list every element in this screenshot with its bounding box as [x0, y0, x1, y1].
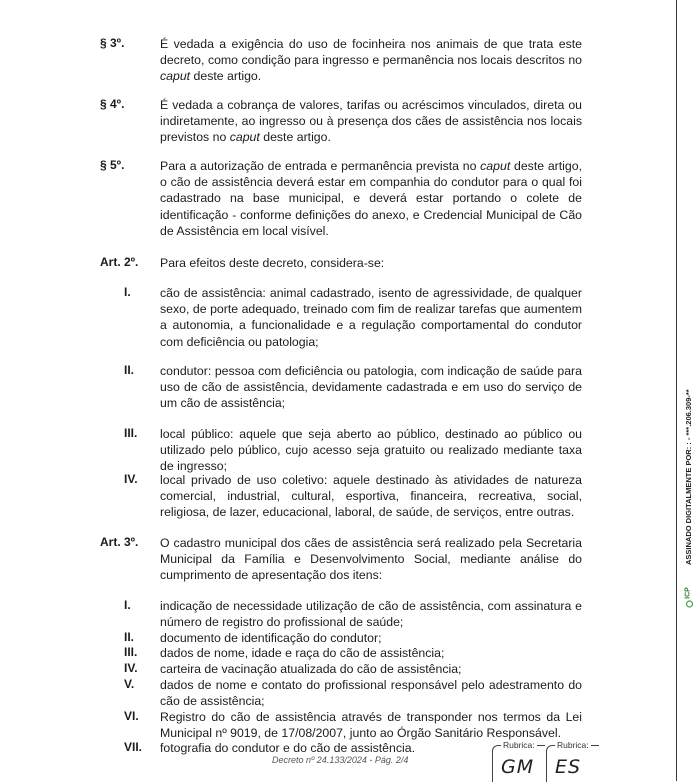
item-label: II.	[124, 363, 135, 377]
item-label: VI.	[124, 709, 139, 723]
item-text: condutor: pessoa com deficiência ou patologia, com indicação de saúde para uso de cão de assistência, devidamente cadastrada e em uso do serviço de um cão de assistência;	[160, 364, 582, 411]
item-label: IV.	[124, 472, 138, 486]
item-text: dados de nome, idade e raça do cão de assistência;	[160, 646, 445, 660]
item-text: cão de assistência: animal cadastrado, isento de agressividade, de qualquer sexo, de porte adequado, treinado com fim de realizar tarefas que aumentem a autonomia, a funcionalidade e a regulação comportamental do condutor com deficiência ou patologia;	[160, 286, 582, 349]
item-label: V.	[124, 677, 135, 691]
paragraph-text: É vedada a cobrança de valores, tarifas ou acréscimos vinculados, direta ou indiretamente, ao ingresso ou à presença dos cães de assistência nos locais previstos no caput deste artigo.	[160, 98, 582, 145]
item-label: III.	[124, 426, 138, 440]
item-label: III.	[124, 645, 138, 659]
article-label: Art. 3º.	[100, 535, 139, 549]
article-text: Para efeitos deste decreto, considera-se:	[160, 256, 385, 270]
item-text: carteira de vacinação atualizada do cão de assistência;	[160, 662, 462, 676]
item-label: IV.	[124, 661, 138, 675]
item-text: local privado de uso coletivo: aquele destinado às atividades de natureza comercial, industrial, cultural, esportiva, financeira, recreativa, social, religiosa, de lazer, educacional, laboral, de saúde, de serviços, entre outras.	[160, 473, 582, 520]
rubrica-box	[492, 740, 545, 782]
paragraph-label: § 4º.	[100, 97, 125, 111]
paragraph-label: § 3º.	[100, 36, 125, 50]
icp-brasil-logo-icon	[684, 577, 695, 609]
item-text: dados de nome e contato do profissional responsável pelo adestramento do cão de assistência;	[160, 678, 582, 709]
item-label: I.	[124, 598, 131, 612]
rubrica-label: Rubrica:	[557, 740, 589, 750]
item-text: documento de identificação do condutor;	[160, 631, 382, 645]
signature-text: ASSINADO DIGITALMENTE POR: : - ***.206.309-**	[684, 389, 693, 565]
rubrica-initials: GM	[501, 756, 535, 778]
item-text: fotografia do condutor e do cão de assistência.	[160, 741, 415, 755]
paragraph-text: É vedada a exigência do uso de focinheira nos animais de que trata este decreto, como condição para ingresso e permanência nos locais descritos no caput deste artigo.	[160, 37, 582, 84]
article-text: O cadastro municipal dos cães de assistência será realizado pela Secretaria Municipal da Família e Desenvolvimento Social, mediante análise do cumprimento de apresentação dos itens:	[160, 536, 582, 583]
item-text: indicação de necessidade utilização de cão de assistência, com assinatura e número de registro do profissional de saúde;	[160, 599, 582, 630]
item-label: I.	[124, 285, 131, 299]
svg-text:ICP: ICP	[684, 587, 692, 599]
item-text: Registro do cão de assistência através de transponder nos termos da Lei Municipal nº 9019, de 17/08/2007, junto ao Órgão Sanitário Responsável.	[160, 710, 582, 741]
item-label: II.	[124, 630, 135, 644]
paragraph-text: Para a autorização de entrada e permanência prevista no caput deste artigo, o cão de assistência deverá estar em companhia do condutor para o qual foi cadastrado na base municipal, e deverá estar portando o colete de identificação - conforme definições do anexo, e Credencial Municipal de Cão de Assistência em local visível.	[160, 159, 583, 238]
article-label: Art. 2º.	[100, 255, 139, 269]
page-footer: Decreto nº 24.133/2024 - Pág. 2/4	[272, 755, 409, 765]
paragraph-label: § 5º.	[100, 158, 125, 172]
rubrica-label: Rubrica:	[503, 740, 535, 750]
rubrica-initials: ES	[555, 756, 582, 778]
digital-signature-sidebar	[682, 360, 696, 610]
item-text: local público: aquele que seja aberto ao público, destinado ao público ou utilizado pelo público, cujo acesso seja gratuito ou realizado mediante taxa de ingresso;	[160, 427, 582, 474]
rubrica-box	[546, 740, 599, 782]
item-label: VII.	[124, 740, 143, 754]
